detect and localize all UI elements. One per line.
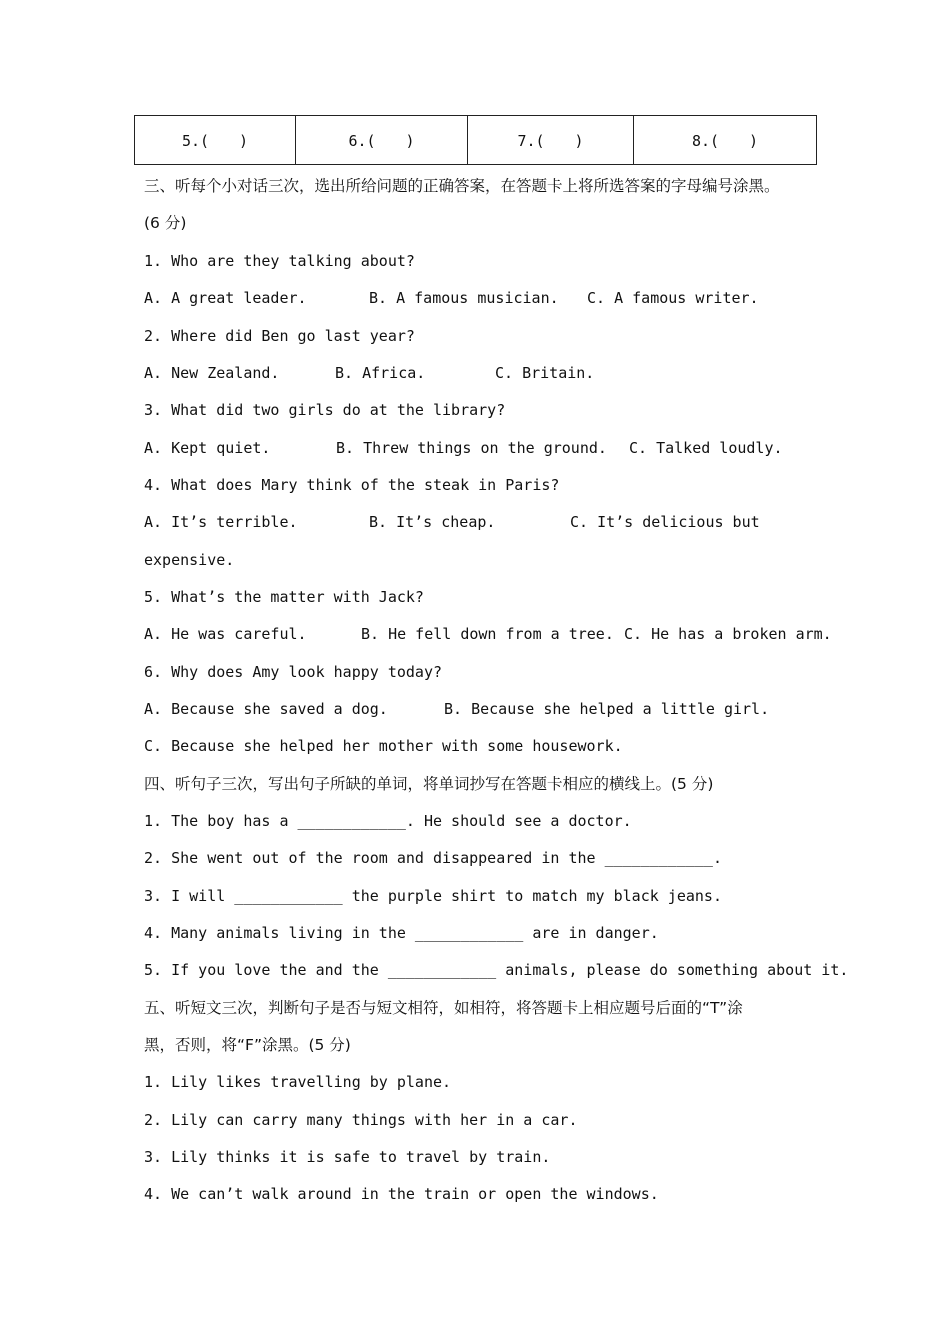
fill-sentence-4: 4. Many animals living in the ____________ are in danger. [144, 924, 659, 942]
answer-cell-7: 7.( ) [468, 116, 634, 165]
question-1: 1. Who are they talking about? [144, 252, 415, 270]
tf-statement-2: 2. Lily can carry many things with her in a car. [144, 1111, 578, 1129]
q5-option-a: A. He was careful. [144, 625, 307, 643]
section3-score: (6 分) [144, 214, 187, 232]
q4-option-b: B. It’s cheap. [369, 513, 496, 531]
question-6: 6. Why does Amy look happy today? [144, 663, 443, 681]
answer-table [134, 115, 817, 165]
q6-option-b: B. Because she helped a little girl. [444, 700, 770, 718]
answer-cell-5: 5.( ) [135, 116, 296, 165]
q3-option-c: C. Talked loudly. [629, 439, 783, 457]
answer-cell-8: 8.( ) [634, 116, 817, 165]
q2-option-b: B. Africa. [335, 364, 426, 382]
q3-option-a: A. Kept quiet. [144, 439, 271, 457]
q5-option-b: B. He fell down from a tree. [361, 625, 614, 643]
question-5: 5. What’s the matter with Jack? [144, 588, 424, 606]
fill-sentence-1: 1. The boy has a ____________. He should see a doctor. [144, 812, 632, 830]
question-3: 3. What did two girls do at the library? [144, 401, 506, 419]
q2-option-a: A. New Zealand. [144, 364, 280, 382]
tf-statement-4: 4. We can’t walk around in the train or open the windows. [144, 1185, 659, 1203]
section4-title: 四、听句子三次，写出句子所缺的单词，将单词抄写在答题卡相应的横线上。(5 分) [144, 775, 714, 793]
answer-cell-6: 6.( ) [296, 116, 468, 165]
tf-statement-1: 1. Lily likes travelling by plane. [144, 1073, 452, 1091]
section3-title: 三、听每个小对话三次，选出所给问题的正确答案，在答题卡上将所选答案的字母编号涂黑。 [144, 177, 780, 195]
fill-sentence-5: 5. If you love the and the ____________ animals, please do something about it. [144, 961, 849, 979]
question-2: 2. Where did Ben go last year? [144, 327, 415, 345]
q6-option-c: C. Because she helped her mother with some housework. [144, 737, 623, 755]
q1-option-c: C. A famous writer. [587, 289, 759, 307]
section5-title-continued: 黑，否则，将“F”涂黑。(5 分) [144, 1036, 351, 1054]
tf-statement-3: 3. Lily thinks it is safe to travel by train. [144, 1148, 551, 1166]
question-4: 4. What does Mary think of the steak in Paris? [144, 476, 560, 494]
q3-option-b: B. Threw things on the ground. [336, 439, 607, 457]
q1-option-b: B. A famous musician. [369, 289, 559, 307]
q4-option-c-continued: expensive. [144, 551, 235, 569]
q5-option-c: C. He has a broken arm. [624, 625, 832, 643]
q6-option-a: A. Because she saved a dog. [144, 700, 388, 718]
q4-option-a: A. It’s terrible. [144, 513, 298, 531]
section5-title: 五、听短文三次，判断句子是否与短文相符，如相符，将答题卡上相应题号后面的“T”涂 [144, 999, 743, 1017]
fill-sentence-2: 2. She went out of the room and disappeared in the ____________. [144, 849, 722, 867]
fill-sentence-3: 3. I will ____________ the purple shirt to match my black jeans. [144, 887, 722, 905]
q2-option-c: C. Britain. [495, 364, 595, 382]
q1-option-a: A. A great leader. [144, 289, 307, 307]
q4-option-c: C. It’s delicious but [570, 513, 760, 531]
